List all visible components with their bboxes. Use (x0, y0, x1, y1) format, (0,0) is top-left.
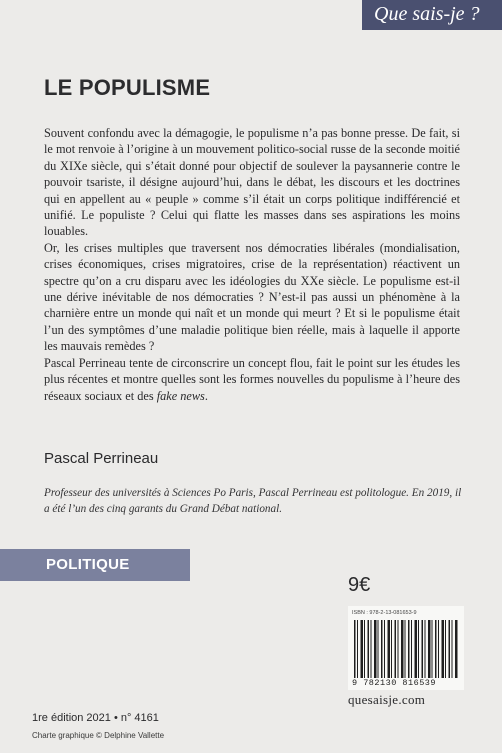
back-cover-blurb (44, 125, 460, 404)
edition-info: 1re édition 2021 • n° 4161 (32, 712, 159, 724)
blurb-paragraph-3 (44, 355, 460, 404)
design-credit-line-1: Charte graphique © Delphine Vallette (32, 731, 165, 740)
barcode-bars-icon (354, 620, 458, 678)
book-title: LE POPULISME (44, 75, 211, 100)
author-bio: Professeur des universités à Sciences Po Paris, Pascal Perrineau est politologue. En 2019, il a été l’un des cinq garants du Grand Débat national. (44, 487, 462, 515)
blurb-paragraph-2: Or, les crises multiples que traversent nos démocraties libérales (mondialisation, crises économiques, crises migratoires, crise de la représentation) réactivent un spectre qu’on a cru disparu avec les idéologies du XXe siècle. Le populisme est-il une dérive inévitable de nos démocraties ? N’est-il pas aussi un phénomène à la charnière entre un monde qui naît et un monde qui meurt ? Et si le populisme était l’un des symptômes d’une maladie politique bien réelle, mais à laquelle il apporte les mauvais remèdes ? (44, 240, 460, 354)
barcode-panel (348, 606, 464, 690)
price-label: 9€ (348, 574, 371, 596)
series-logo: Que sais-je ? (362, 0, 502, 30)
ean-digits: 9 782130 816539 (352, 678, 437, 688)
blurb-paragraph-3-start: Pascal Perrineau tente de circonscrire un concept flou, fait le point sur les études les plus récentes et montre quelles sont les formes nouvelles du populisme à l’heure des réseaux sociaux et des (44, 355, 460, 403)
blurb-paragraph-3-end: . (204, 388, 208, 403)
blurb-fake-news-term: fake news (156, 388, 205, 403)
publisher-website: quesaisje.com (348, 692, 426, 707)
isbn-text: ISBN : 978-2-13-081653-9 (352, 610, 417, 616)
blurb-paragraph-1: Souvent confondu avec la démagogie, le populisme n’a pas bonne presse. De fait, si le mot renvoie à l’origine à un mouvement politico-social russe de la seconde moitié du XIXe siècle, qui s’était donné pour objectif de soulever la paysannerie contre le pouvoir tsariste, il désigne aujourd’hui, dans le débat, les discours et les doctrines qui en appellent au « peuple » comme s’il était un corps politique indifférencié et unifié. Le populiste ? Celui qui flatte les masses dans ses aspirations les moins louables. (44, 126, 460, 239)
category-label: POLITIQUE (0, 549, 190, 581)
author-name: Pascal Perrineau (44, 450, 159, 467)
